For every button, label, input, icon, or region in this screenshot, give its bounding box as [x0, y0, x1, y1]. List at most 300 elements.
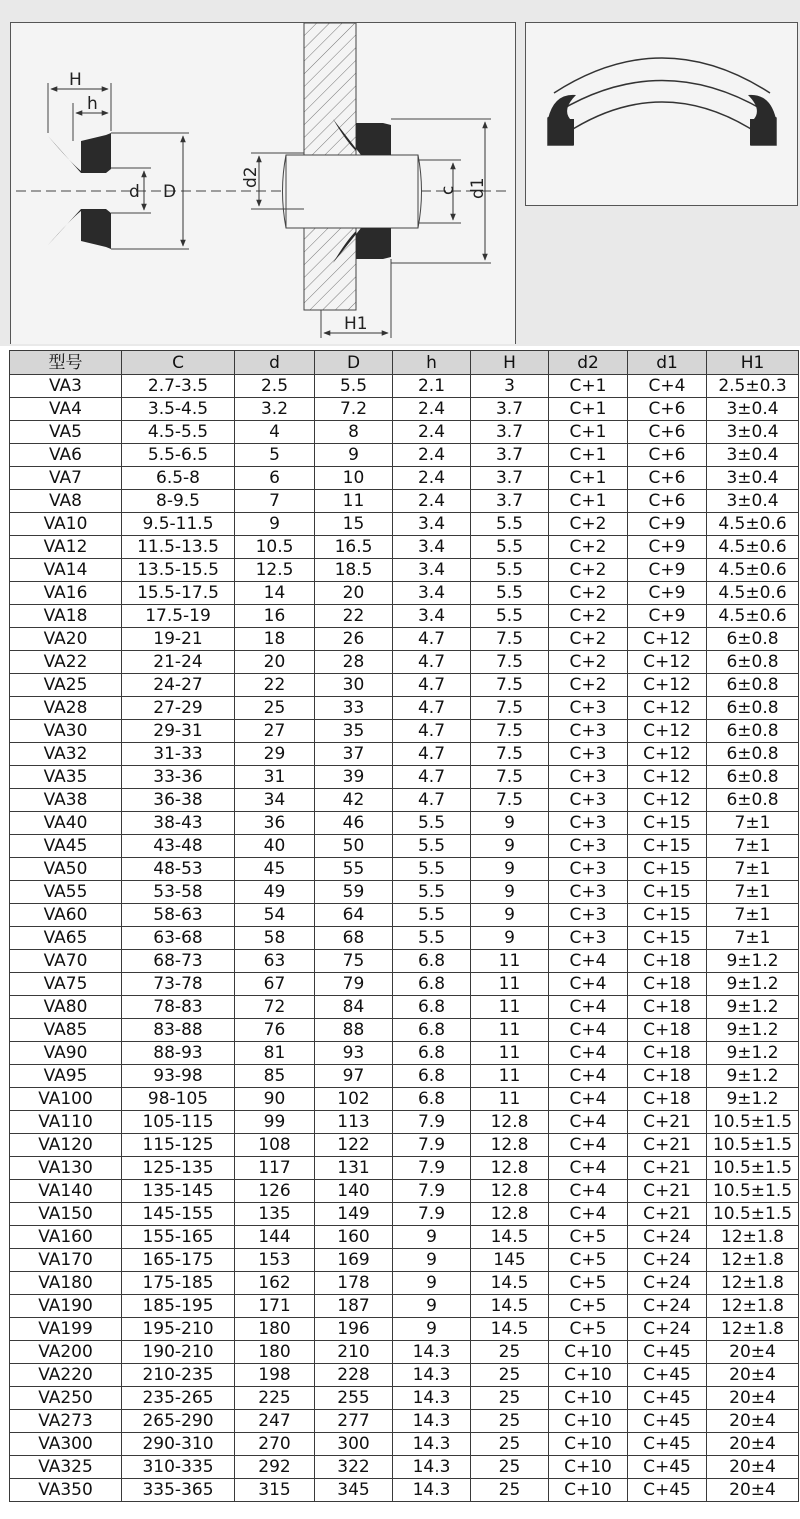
- table-cell: 45: [235, 858, 315, 881]
- seal-ring-svg: [526, 23, 799, 207]
- table-cell: C+5: [549, 1226, 628, 1249]
- seal-dimension-drawing: [10, 22, 516, 344]
- table-cell: 81: [235, 1042, 315, 1065]
- table-cell: 14.5: [471, 1226, 549, 1249]
- table-cell: 7.5: [471, 674, 549, 697]
- table-cell: VA100: [10, 1088, 122, 1111]
- table-cell: C+9: [628, 536, 707, 559]
- table-cell: 345: [315, 1479, 393, 1502]
- table-cell: VA3: [10, 375, 122, 398]
- table-cell: 5.5: [393, 904, 471, 927]
- table-row: [10, 398, 799, 421]
- table-cell: 6±0.8: [707, 651, 799, 674]
- table-cell: 225: [235, 1387, 315, 1410]
- table-cell: 40: [235, 835, 315, 858]
- table-cell: 93: [315, 1042, 393, 1065]
- table-cell: C+15: [628, 881, 707, 904]
- table-cell: 195-210: [122, 1318, 235, 1341]
- table-cell: 228: [315, 1364, 393, 1387]
- table-cell: 58: [235, 927, 315, 950]
- table-cell: 9: [393, 1295, 471, 1318]
- table-cell: 22: [235, 674, 315, 697]
- table-cell: 4.7: [393, 789, 471, 812]
- table-cell: 3.4: [393, 559, 471, 582]
- table-cell: 63: [235, 950, 315, 973]
- column-header: 型号: [10, 351, 122, 375]
- table-cell: 20±4: [707, 1479, 799, 1502]
- table-cell: 5.5: [471, 605, 549, 628]
- table-cell: C+21: [628, 1157, 707, 1180]
- table-cell: 4.7: [393, 651, 471, 674]
- table-cell: 113: [315, 1111, 393, 1134]
- table-cell: 24-27: [122, 674, 235, 697]
- table-cell: C+4: [549, 1042, 628, 1065]
- table-cell: 9: [471, 881, 549, 904]
- table-cell: 12±1.8: [707, 1318, 799, 1341]
- table-cell: 25: [471, 1433, 549, 1456]
- table-cell: C+45: [628, 1456, 707, 1479]
- label-d1: d1: [468, 177, 488, 199]
- table-cell: VA110: [10, 1111, 122, 1134]
- table-cell: VA160: [10, 1226, 122, 1249]
- table-cell: C+12: [628, 766, 707, 789]
- table-cell: C+5: [549, 1249, 628, 1272]
- table-cell: 3±0.4: [707, 490, 799, 513]
- table-cell: C+21: [628, 1134, 707, 1157]
- table-cell: C+12: [628, 651, 707, 674]
- table-cell: 210-235: [122, 1364, 235, 1387]
- table-cell: 12±1.8: [707, 1272, 799, 1295]
- table-cell: 4.7: [393, 628, 471, 651]
- table-cell: C+6: [628, 444, 707, 467]
- table-cell: C+3: [549, 720, 628, 743]
- table-cell: 25: [471, 1479, 549, 1502]
- table-row: [10, 927, 799, 950]
- table-cell: C+18: [628, 1065, 707, 1088]
- table-cell: 3±0.4: [707, 398, 799, 421]
- table-cell: 175-185: [122, 1272, 235, 1295]
- table-cell: C+3: [549, 927, 628, 950]
- table-cell: 180: [235, 1341, 315, 1364]
- table-cell: 165-175: [122, 1249, 235, 1272]
- table-cell: VA95: [10, 1065, 122, 1088]
- table-cell: 135: [235, 1203, 315, 1226]
- table-cell: C+2: [549, 536, 628, 559]
- table-row: [10, 1364, 799, 1387]
- table-cell: C+2: [549, 651, 628, 674]
- column-header: H1: [707, 351, 799, 375]
- table-cell: 122: [315, 1134, 393, 1157]
- table-cell: C+4: [549, 1157, 628, 1180]
- table-cell: 9±1.2: [707, 973, 799, 996]
- table-cell: C+10: [549, 1364, 628, 1387]
- table-row: [10, 697, 799, 720]
- table-cell: 26: [315, 628, 393, 651]
- table-cell: 59: [315, 881, 393, 904]
- table-cell: 12.8: [471, 1180, 549, 1203]
- table-cell: C+15: [628, 858, 707, 881]
- table-cell: VA325: [10, 1456, 122, 1479]
- table-cell: VA85: [10, 1019, 122, 1042]
- table-cell: 14.5: [471, 1272, 549, 1295]
- table-cell: 6.8: [393, 1088, 471, 1111]
- table-cell: VA220: [10, 1364, 122, 1387]
- table-row: [10, 1111, 799, 1134]
- table-cell: 21-24: [122, 651, 235, 674]
- table-row: [10, 1456, 799, 1479]
- table-cell: 35: [315, 720, 393, 743]
- table-cell: 7.5: [471, 766, 549, 789]
- table-cell: 140: [315, 1180, 393, 1203]
- table-cell: 2.4: [393, 421, 471, 444]
- table-cell: 97: [315, 1065, 393, 1088]
- table-cell: 7±1: [707, 812, 799, 835]
- column-header: D: [315, 351, 393, 375]
- table-cell: VA200: [10, 1341, 122, 1364]
- table-header-row: [10, 351, 799, 375]
- table-cell: 102: [315, 1088, 393, 1111]
- table-row: [10, 1433, 799, 1456]
- table-cell: 9.5-11.5: [122, 513, 235, 536]
- table-cell: 9±1.2: [707, 996, 799, 1019]
- table-cell: 6.8: [393, 950, 471, 973]
- table-cell: C+45: [628, 1387, 707, 1410]
- table-cell: 126: [235, 1180, 315, 1203]
- table-cell: 33: [315, 697, 393, 720]
- table-cell: C+2: [549, 559, 628, 582]
- table-cell: 36-38: [122, 789, 235, 812]
- table-cell: 3.5-4.5: [122, 398, 235, 421]
- table-cell: C+6: [628, 490, 707, 513]
- table-cell: VA190: [10, 1295, 122, 1318]
- table-cell: 79: [315, 973, 393, 996]
- table-cell: C+3: [549, 789, 628, 812]
- table-cell: VA140: [10, 1180, 122, 1203]
- table-cell: VA90: [10, 1042, 122, 1065]
- table-cell: 5.5-6.5: [122, 444, 235, 467]
- label-D: D: [163, 182, 177, 202]
- table-cell: C+21: [628, 1180, 707, 1203]
- table-cell: 88: [315, 1019, 393, 1042]
- table-cell: 12.8: [471, 1203, 549, 1226]
- table-cell: C+2: [549, 513, 628, 536]
- table-cell: 14.3: [393, 1364, 471, 1387]
- table-cell: 9: [393, 1249, 471, 1272]
- table-cell: C+18: [628, 973, 707, 996]
- table-cell: 7.9: [393, 1157, 471, 1180]
- table-cell: VA28: [10, 697, 122, 720]
- table-cell: 14.3: [393, 1433, 471, 1456]
- table-cell: 9: [471, 927, 549, 950]
- table-cell: VA5: [10, 421, 122, 444]
- table-cell: 9±1.2: [707, 1065, 799, 1088]
- label-d: d: [129, 182, 140, 202]
- table-cell: VA55: [10, 881, 122, 904]
- table-row: [10, 1134, 799, 1157]
- table-cell: 76: [235, 1019, 315, 1042]
- table-row: [10, 1387, 799, 1410]
- table-cell: 3.4: [393, 605, 471, 628]
- table-cell: C+18: [628, 1042, 707, 1065]
- table-cell: 29: [235, 743, 315, 766]
- table-cell: 2.7-3.5: [122, 375, 235, 398]
- table-cell: 63-68: [122, 927, 235, 950]
- table-cell: 5.5: [471, 559, 549, 582]
- table-cell: 300: [315, 1433, 393, 1456]
- table-cell: 55: [315, 858, 393, 881]
- label-H: H: [69, 70, 82, 90]
- table-row: [10, 1180, 799, 1203]
- table-cell: 115-125: [122, 1134, 235, 1157]
- table-cell: 54: [235, 904, 315, 927]
- table-cell: 29-31: [122, 720, 235, 743]
- table-cell: C+2: [549, 674, 628, 697]
- table-cell: 210: [315, 1341, 393, 1364]
- table-row: [10, 812, 799, 835]
- table-cell: 235-265: [122, 1387, 235, 1410]
- label-c: c: [438, 185, 458, 195]
- table-cell: 4.7: [393, 720, 471, 743]
- table-cell: 5.5: [315, 375, 393, 398]
- table-cell: C+4: [549, 950, 628, 973]
- table-cell: C+6: [628, 467, 707, 490]
- table-row: [10, 1088, 799, 1111]
- table-cell: 88-93: [122, 1042, 235, 1065]
- table-cell: C+2: [549, 628, 628, 651]
- table-cell: 6.8: [393, 1042, 471, 1065]
- table-cell: 49: [235, 881, 315, 904]
- table-cell: 3.7: [471, 490, 549, 513]
- table-cell: VA12: [10, 536, 122, 559]
- seal-installed-view: [241, 23, 491, 338]
- column-header: C: [122, 351, 235, 375]
- table-cell: C+4: [549, 1111, 628, 1134]
- table-cell: C+45: [628, 1433, 707, 1456]
- table-cell: 42: [315, 789, 393, 812]
- table-cell: VA45: [10, 835, 122, 858]
- table-cell: 9±1.2: [707, 1088, 799, 1111]
- table-row: [10, 421, 799, 444]
- table-row: [10, 1318, 799, 1341]
- table-cell: 3.7: [471, 444, 549, 467]
- table-cell: 20±4: [707, 1433, 799, 1456]
- table-cell: 7.9: [393, 1180, 471, 1203]
- table-cell: VA80: [10, 996, 122, 1019]
- column-header: d: [235, 351, 315, 375]
- table-row: [10, 858, 799, 881]
- table-cell: 50: [315, 835, 393, 858]
- table-cell: C+10: [549, 1387, 628, 1410]
- table-cell: 5: [235, 444, 315, 467]
- table-cell: 149: [315, 1203, 393, 1226]
- table-cell: 10.5±1.5: [707, 1111, 799, 1134]
- table-cell: 33-36: [122, 766, 235, 789]
- table-cell: VA300: [10, 1433, 122, 1456]
- table-cell: 31-33: [122, 743, 235, 766]
- table-cell: 125-135: [122, 1157, 235, 1180]
- table-cell: 11: [471, 1088, 549, 1111]
- table-cell: C+9: [628, 582, 707, 605]
- table-cell: 4.7: [393, 697, 471, 720]
- table-cell: 185-195: [122, 1295, 235, 1318]
- table-cell: 6.8: [393, 1019, 471, 1042]
- table-cell: 6±0.8: [707, 789, 799, 812]
- table-cell: 73-78: [122, 973, 235, 996]
- table-cell: 20±4: [707, 1387, 799, 1410]
- table-cell: VA20: [10, 628, 122, 651]
- table-cell: 2.4: [393, 444, 471, 467]
- table-cell: 270: [235, 1433, 315, 1456]
- table-cell: 255: [315, 1387, 393, 1410]
- table-cell: C+4: [549, 1203, 628, 1226]
- table-cell: 10.5±1.5: [707, 1180, 799, 1203]
- table-cell: C+4: [549, 996, 628, 1019]
- column-header: d1: [628, 351, 707, 375]
- table-cell: 17.5-19: [122, 605, 235, 628]
- table-cell: 3: [471, 375, 549, 398]
- table-cell: C+1: [549, 375, 628, 398]
- table-cell: C+24: [628, 1249, 707, 1272]
- table-cell: 9: [471, 858, 549, 881]
- table-cell: 290-310: [122, 1433, 235, 1456]
- table-row: [10, 1042, 799, 1065]
- label-h: h: [87, 94, 98, 114]
- table-cell: VA25: [10, 674, 122, 697]
- table-cell: VA170: [10, 1249, 122, 1272]
- table-cell: 3±0.4: [707, 444, 799, 467]
- table-cell: 247: [235, 1410, 315, 1433]
- table-cell: C+12: [628, 674, 707, 697]
- table-cell: 10: [315, 467, 393, 490]
- table-cell: C+12: [628, 697, 707, 720]
- table-cell: 187: [315, 1295, 393, 1318]
- table-cell: VA180: [10, 1272, 122, 1295]
- table-cell: 7.9: [393, 1134, 471, 1157]
- table-cell: VA14: [10, 559, 122, 582]
- table-cell: 2.5: [235, 375, 315, 398]
- table-cell: 3±0.4: [707, 467, 799, 490]
- table-cell: 15: [315, 513, 393, 536]
- table-cell: C+15: [628, 904, 707, 927]
- table-cell: 90: [235, 1088, 315, 1111]
- table-cell: C+4: [549, 1065, 628, 1088]
- table-row: [10, 881, 799, 904]
- table-cell: 7.5: [471, 651, 549, 674]
- table-cell: VA120: [10, 1134, 122, 1157]
- table-cell: 27: [235, 720, 315, 743]
- table-cell: C+3: [549, 812, 628, 835]
- table-cell: 84: [315, 996, 393, 1019]
- column-header: H: [471, 351, 549, 375]
- table-cell: C+10: [549, 1479, 628, 1502]
- table-cell: C+2: [549, 605, 628, 628]
- table-row: [10, 559, 799, 582]
- table-cell: VA60: [10, 904, 122, 927]
- table-row: [10, 674, 799, 697]
- table-cell: VA35: [10, 766, 122, 789]
- table-cell: C+45: [628, 1479, 707, 1502]
- table-cell: 9: [315, 444, 393, 467]
- table-cell: C+5: [549, 1318, 628, 1341]
- table-row: [10, 1203, 799, 1226]
- table-cell: VA38: [10, 789, 122, 812]
- table-cell: 53-58: [122, 881, 235, 904]
- table-row: [10, 1479, 799, 1502]
- table-cell: VA10: [10, 513, 122, 536]
- table-cell: 135-145: [122, 1180, 235, 1203]
- table-cell: VA4: [10, 398, 122, 421]
- table-cell: 145: [471, 1249, 549, 1272]
- table-cell: VA250: [10, 1387, 122, 1410]
- table-cell: 6.5-8: [122, 467, 235, 490]
- table-cell: C+3: [549, 835, 628, 858]
- table-row: [10, 1019, 799, 1042]
- table-row: [10, 513, 799, 536]
- table-cell: 46: [315, 812, 393, 835]
- table-cell: C+6: [628, 421, 707, 444]
- table-cell: 34: [235, 789, 315, 812]
- table-row: [10, 743, 799, 766]
- table-cell: 9±1.2: [707, 1019, 799, 1042]
- table-cell: C+9: [628, 513, 707, 536]
- table-cell: 315: [235, 1479, 315, 1502]
- table-cell: 171: [235, 1295, 315, 1318]
- table-cell: VA7: [10, 467, 122, 490]
- table-cell: 75: [315, 950, 393, 973]
- table-cell: C+4: [549, 1019, 628, 1042]
- table-cell: 11: [471, 1042, 549, 1065]
- table-cell: 5.5: [471, 536, 549, 559]
- table-cell: 3.4: [393, 513, 471, 536]
- table-cell: C+12: [628, 628, 707, 651]
- table-cell: 6±0.8: [707, 674, 799, 697]
- table-row: [10, 1410, 799, 1433]
- table-cell: VA8: [10, 490, 122, 513]
- table-cell: 4.5±0.6: [707, 605, 799, 628]
- table-cell: C+10: [549, 1433, 628, 1456]
- table-cell: 5.5: [393, 858, 471, 881]
- table-cell: 11.5-13.5: [122, 536, 235, 559]
- table-cell: 7.2: [315, 398, 393, 421]
- table-cell: 2.5±0.3: [707, 375, 799, 398]
- table-cell: 25: [471, 1387, 549, 1410]
- table-cell: C+10: [549, 1410, 628, 1433]
- table-cell: 6±0.8: [707, 628, 799, 651]
- table-cell: 14.5: [471, 1318, 549, 1341]
- table-cell: 99: [235, 1111, 315, 1134]
- table-cell: 3.7: [471, 421, 549, 444]
- table-row: [10, 375, 799, 398]
- table-cell: 14.5: [471, 1295, 549, 1318]
- table-cell: 10.5±1.5: [707, 1157, 799, 1180]
- table-cell: 169: [315, 1249, 393, 1272]
- table-cell: C+3: [549, 697, 628, 720]
- table-cell: C+24: [628, 1318, 707, 1341]
- table-cell: 145-155: [122, 1203, 235, 1226]
- table-cell: 25: [471, 1410, 549, 1433]
- table-cell: 4.7: [393, 743, 471, 766]
- table-row: [10, 536, 799, 559]
- table-cell: 14.3: [393, 1341, 471, 1364]
- table-cell: VA350: [10, 1479, 122, 1502]
- table-cell: 13.5-15.5: [122, 559, 235, 582]
- table-cell: 20: [235, 651, 315, 674]
- table-cell: C+18: [628, 950, 707, 973]
- table-row: [10, 1295, 799, 1318]
- table-cell: 3.4: [393, 536, 471, 559]
- table-cell: 14.3: [393, 1410, 471, 1433]
- table-cell: 38-43: [122, 812, 235, 835]
